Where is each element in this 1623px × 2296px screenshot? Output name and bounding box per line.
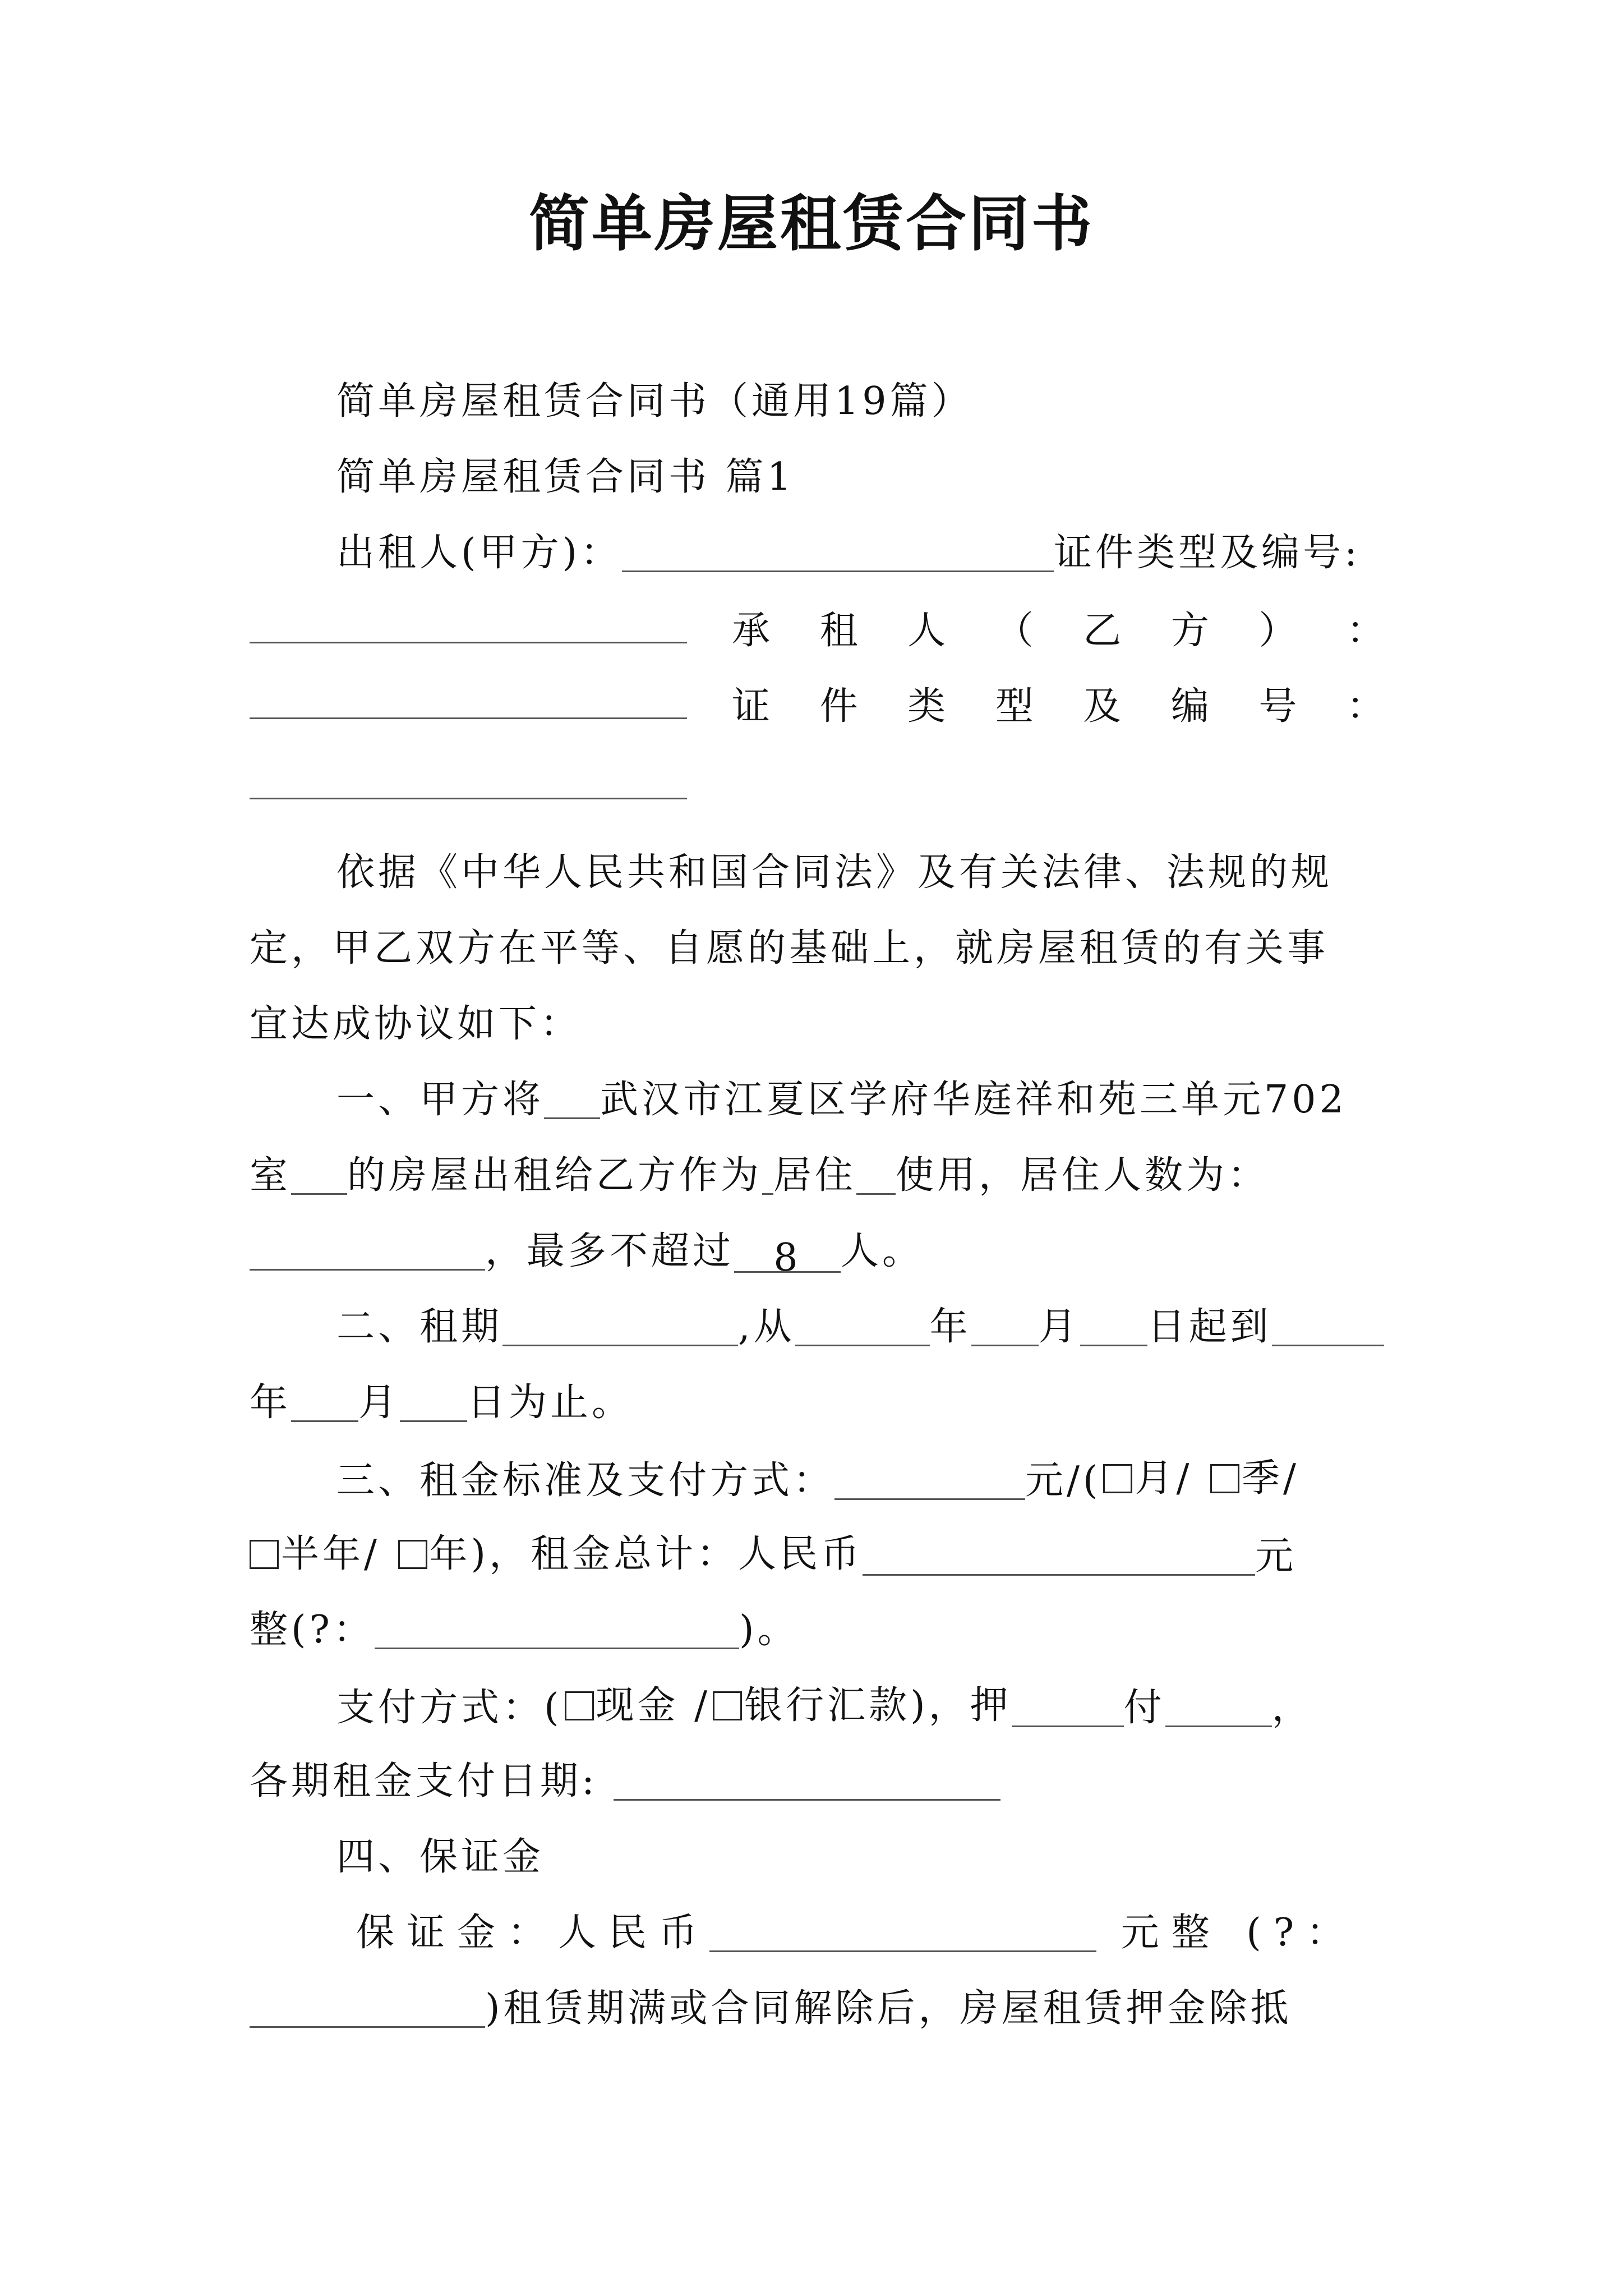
clause-1-text-d: ，最多不超过 — [485, 1229, 735, 1273]
rent-quarterly-option[interactable] — [1208, 1456, 1299, 1502]
lessor-id-blank[interactable] — [250, 606, 687, 643]
address-tail-blank[interactable] — [291, 1157, 347, 1195]
subtitle: 简单房屋租赁合同书（通用19篇） — [336, 379, 973, 424]
max-occupants-field[interactable] — [734, 1235, 841, 1280]
pay-label: 付 — [1123, 1685, 1165, 1730]
lessee-label-char: 乙 — [1083, 609, 1125, 653]
end-month-label: 月 — [358, 1381, 400, 1425]
lessee-label-char: （ — [995, 609, 1037, 653]
lessee-id-label — [732, 684, 1388, 730]
end-month-blank[interactable] — [291, 1384, 358, 1422]
lessee-name-blank[interactable] — [250, 682, 687, 719]
payment-line-2 — [250, 1759, 1388, 1805]
rent-amount-blank[interactable] — [834, 1462, 1025, 1500]
payment-cash-label: 现金 / — [596, 1683, 711, 1728]
clause-3-text-a: 三、租金标准及支付方式： — [336, 1458, 835, 1503]
start-day-blank[interactable] — [1080, 1309, 1147, 1346]
rent-capital-blank[interactable] — [375, 1612, 739, 1649]
start-month-label: 月 — [1038, 1305, 1080, 1349]
rent-total-unit: 元 — [1255, 1534, 1297, 1579]
payment-cash-option[interactable] — [562, 1683, 711, 1729]
rent-monthly-label: 月/ — [1135, 1456, 1193, 1501]
payment-bank-label: 银行汇款)，押 — [744, 1683, 1012, 1728]
checkbox-icon[interactable] — [565, 1691, 594, 1720]
lessee-id-label-char: 证 — [732, 684, 774, 729]
checkbox-icon[interactable] — [1210, 1464, 1239, 1493]
lessor-label: 出租人(甲方)： — [336, 531, 623, 575]
start-year-blank[interactable] — [795, 1309, 930, 1346]
clause-1-text-e: 人。 — [841, 1229, 924, 1273]
intro-line-1: 依据《中华人民共和国合同法》及有关法律、法规的规 — [336, 850, 1333, 895]
lessee-label-char: ： — [1346, 609, 1388, 653]
deposit-line-2 — [250, 1986, 1388, 2032]
lessee-id-label-char: 及 — [1083, 684, 1125, 729]
address-lead-blank[interactable] — [544, 1082, 600, 1119]
checkbox-icon[interactable] — [250, 1540, 279, 1569]
use-tail-blank[interactable] — [856, 1157, 896, 1195]
lessor-blank[interactable] — [622, 535, 1054, 572]
clause-3-line-3 — [250, 1607, 1388, 1653]
clause-1-text-c: 使用，居住人数为： — [896, 1153, 1270, 1198]
intro-line-2: 定，甲乙双方在平等、自愿的基础上，就房屋租赁的有关事 — [250, 926, 1329, 970]
occupants-blank[interactable] — [250, 1233, 485, 1271]
checkbox-icon[interactable] — [713, 1691, 742, 1720]
lessee-id-blank[interactable] — [250, 762, 687, 799]
end-day-blank[interactable] — [400, 1384, 467, 1422]
rent-total-label: 年)，租金总计：人民币 — [429, 1532, 863, 1576]
start-year-label: 年 — [929, 1305, 971, 1349]
lessor-line — [250, 530, 1388, 576]
payment-date-blank[interactable] — [614, 1763, 1000, 1801]
end-year-blank[interactable] — [1272, 1309, 1384, 1346]
checkbox-icon[interactable] — [1103, 1464, 1132, 1493]
lessee-id-label-char: 型 — [995, 684, 1037, 729]
clause-2-text-b: ,从 — [738, 1305, 795, 1349]
lessee-label-char: 人 — [907, 609, 949, 653]
rent-quarterly-label: 季/ — [1242, 1456, 1299, 1501]
use-lead-blank[interactable] — [762, 1157, 773, 1195]
clause-1-line-1 — [250, 1077, 1388, 1123]
pay-months-blank[interactable] — [1165, 1690, 1272, 1727]
payment-method-label: 支付方式：( — [336, 1685, 562, 1730]
id-label: 证件类型及编号: — [1054, 531, 1361, 575]
lessee-label-char: ） — [1258, 609, 1301, 653]
deposit-amount-blank[interactable] — [709, 1915, 1096, 1952]
rent-unit: 元/( — [1025, 1458, 1101, 1503]
end-day-label: 日为止。 — [467, 1381, 634, 1425]
rent-capital-label: 整(?： — [250, 1608, 375, 1652]
clause-1-text-a: 一、甲方将 — [336, 1078, 545, 1122]
start-month-blank[interactable] — [971, 1309, 1039, 1346]
rent-halfyear-label: 半年/ — [281, 1532, 380, 1576]
rent-monthly-option[interactable] — [1101, 1456, 1192, 1502]
lessee-id-label-char: 号 — [1258, 684, 1301, 729]
lessee-id-line-2 — [250, 757, 1388, 803]
rent-yearly-option[interactable] — [396, 1531, 863, 1577]
clause-3-line-1 — [250, 1456, 1388, 1503]
clause-2-line-2 — [250, 1380, 1388, 1426]
lessee-id-label-char: 编 — [1170, 684, 1212, 729]
lessee-label-char: 方 — [1170, 609, 1212, 653]
lessee-id-label-char: 类 — [907, 684, 949, 729]
payment-date-label: 各期租金支付日期: — [250, 1759, 598, 1803]
payment-line-1 — [250, 1683, 1388, 1731]
lessee-label-char: 租 — [819, 609, 861, 653]
deposit-capital-blank[interactable] — [250, 1990, 485, 2028]
clause-2-text-a: 二、租期 — [336, 1305, 503, 1349]
clause-1-line-3 — [250, 1228, 1388, 1280]
payment-bank-option[interactable] — [711, 1683, 1012, 1729]
lessee-label-char: 承 — [732, 609, 774, 653]
checkbox-icon[interactable] — [398, 1540, 427, 1569]
section-heading: 简单房屋租赁合同书 篇1 — [336, 455, 795, 499]
lease-term-blank[interactable] — [502, 1309, 738, 1346]
start-day-label: 日起到 — [1147, 1305, 1272, 1349]
deposit-text: )租赁期满或合同解除后，房屋租赁押金除抵 — [485, 1986, 1292, 2031]
deposit-line-1 — [250, 1910, 1388, 1956]
end-year-label: 年 — [250, 1381, 292, 1425]
rent-halfyear-option[interactable] — [250, 1531, 380, 1577]
house-use: 居住 — [773, 1153, 857, 1198]
rent-capital-close: )。 — [739, 1608, 799, 1652]
lessee-label — [732, 608, 1388, 654]
intro-line-3: 宜达成协议如下： — [250, 1002, 582, 1046]
lessee-id-label-char: ： — [1346, 684, 1388, 729]
clause-3-line-2 — [250, 1531, 1388, 1579]
clause-2-line-1 — [250, 1304, 1388, 1350]
lessee-line — [250, 606, 1388, 654]
pay-comma: ， — [1271, 1685, 1313, 1730]
house-address: 武汉市江夏区学府华庭祥和苑三单元702 — [600, 1078, 1347, 1122]
deposit-label: 保证金：人民币 — [356, 1911, 710, 1955]
lessee-id-line — [250, 682, 1388, 730]
house-address-room: 室 — [250, 1153, 292, 1198]
lessee-id-label-char: 件 — [819, 684, 861, 729]
max-occupants-value: 8 — [773, 1236, 801, 1280]
rent-total-blank[interactable] — [863, 1538, 1255, 1576]
deposit-unit: 元整 (?： — [1121, 1911, 1357, 1955]
clause-1-line-2 — [250, 1153, 1388, 1199]
clause-1-text-b: 的房屋出租给乙方作为 — [347, 1153, 763, 1198]
clause-4-heading: 四、保证金 — [336, 1835, 545, 1879]
deposit-months-blank[interactable] — [1012, 1690, 1124, 1727]
document-title: 简单房屋租赁合同书 — [528, 188, 1094, 259]
